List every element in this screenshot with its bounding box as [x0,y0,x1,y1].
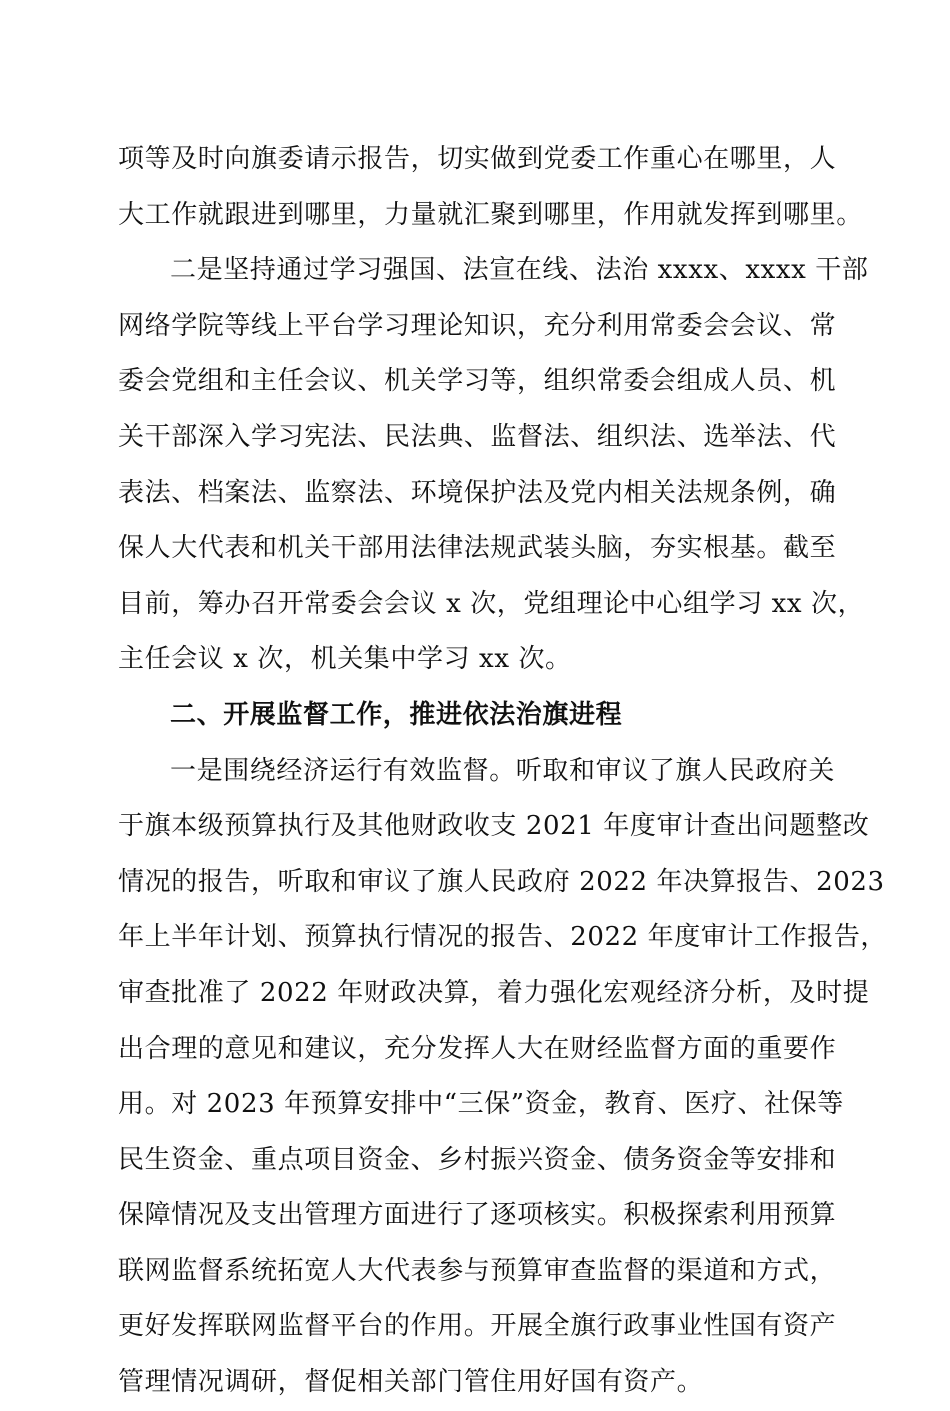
paragraph-1 [118,132,863,243]
text-line: 更好发挥联网监督平台的作用。开展全旗行政事业性国有资产 [118,1311,837,1342]
text-line: 关干部深入学习宪法、民法典、监督法、组织法、选举法、代 [118,421,837,452]
text-line: 一是围绕经济运行有效监督。听取和审议了旗人民政府关 [170,755,836,786]
text-line: 联网监督系统拓宽人大代表参与预算审查监督的渠道和方式， [118,1255,837,1286]
text-line: 项等及时向旗委请示报告，切实做到党委工作重心在哪里，人 [118,144,837,174]
heading-text: 二、开展监督工作，推进依法治旗进程 [170,699,623,730]
text-line: 保人大代表和机关干部用法律法规武装头脑，夯实根基。截至 [118,533,837,564]
section-heading [118,688,830,744]
text-line: 二是坚持通过学习强国、法宣在线、法治 xxxx、xxxx 干部 [170,255,869,286]
text-line: 民生资金、重点项目资金、乡村振兴资金、债务资金等安排和 [118,1144,837,1175]
text-line: 年上半年计划、预算执行情况的报告、2022 年度审计工作报告， [118,922,888,953]
document-body [118,132,888,1411]
text-line: 出合理的意见和建议，充分发挥人大在财经监督方面的重要作 [118,1033,837,1064]
text-line: 主任会议 x 次，机关集中学习 xx 次。 [118,644,572,675]
text-line: 大工作就跟进到哪里，力量就汇聚到哪里，作用就发挥到哪里。 [118,199,863,230]
text-line: 情况的报告，听取和审议了旗人民政府 2022 年决算报告、2023 [118,866,885,897]
text-line: 委会党组和主任会议、机关学习等，组织常委会组成人员、机 [118,366,837,397]
text-line: 表法、档案法、监察法、环境保护法及党内相关法规条例，确 [118,477,837,508]
text-line: 审查批准了 2022 年财政决算，着力强化宏观经济分析，及时提 [118,977,870,1008]
text-line: 网络学院等线上平台学习理论知识，充分利用常委会会议、常 [118,310,837,341]
text-line: 保障情况及支出管理方面进行了逐项核实。积极探索利用预算 [118,1200,837,1231]
paragraph-2 [118,243,869,688]
paragraph-3 [118,744,888,1411]
text-line: 管理情况调研，督促相关部门管住用好国有资产。 [118,1367,704,1398]
text-line: 用。对 2023 年预算安排中“三保”资金，教育、医疗、社保等 [118,1089,844,1120]
text-line: 于旗本级预算执行及其他财政收支 2021 年度审计查出问题整改 [118,811,870,842]
text-line: 目前，筹办召开常委会会议 x 次，党组理论中心组学习 xx 次， [118,588,865,619]
